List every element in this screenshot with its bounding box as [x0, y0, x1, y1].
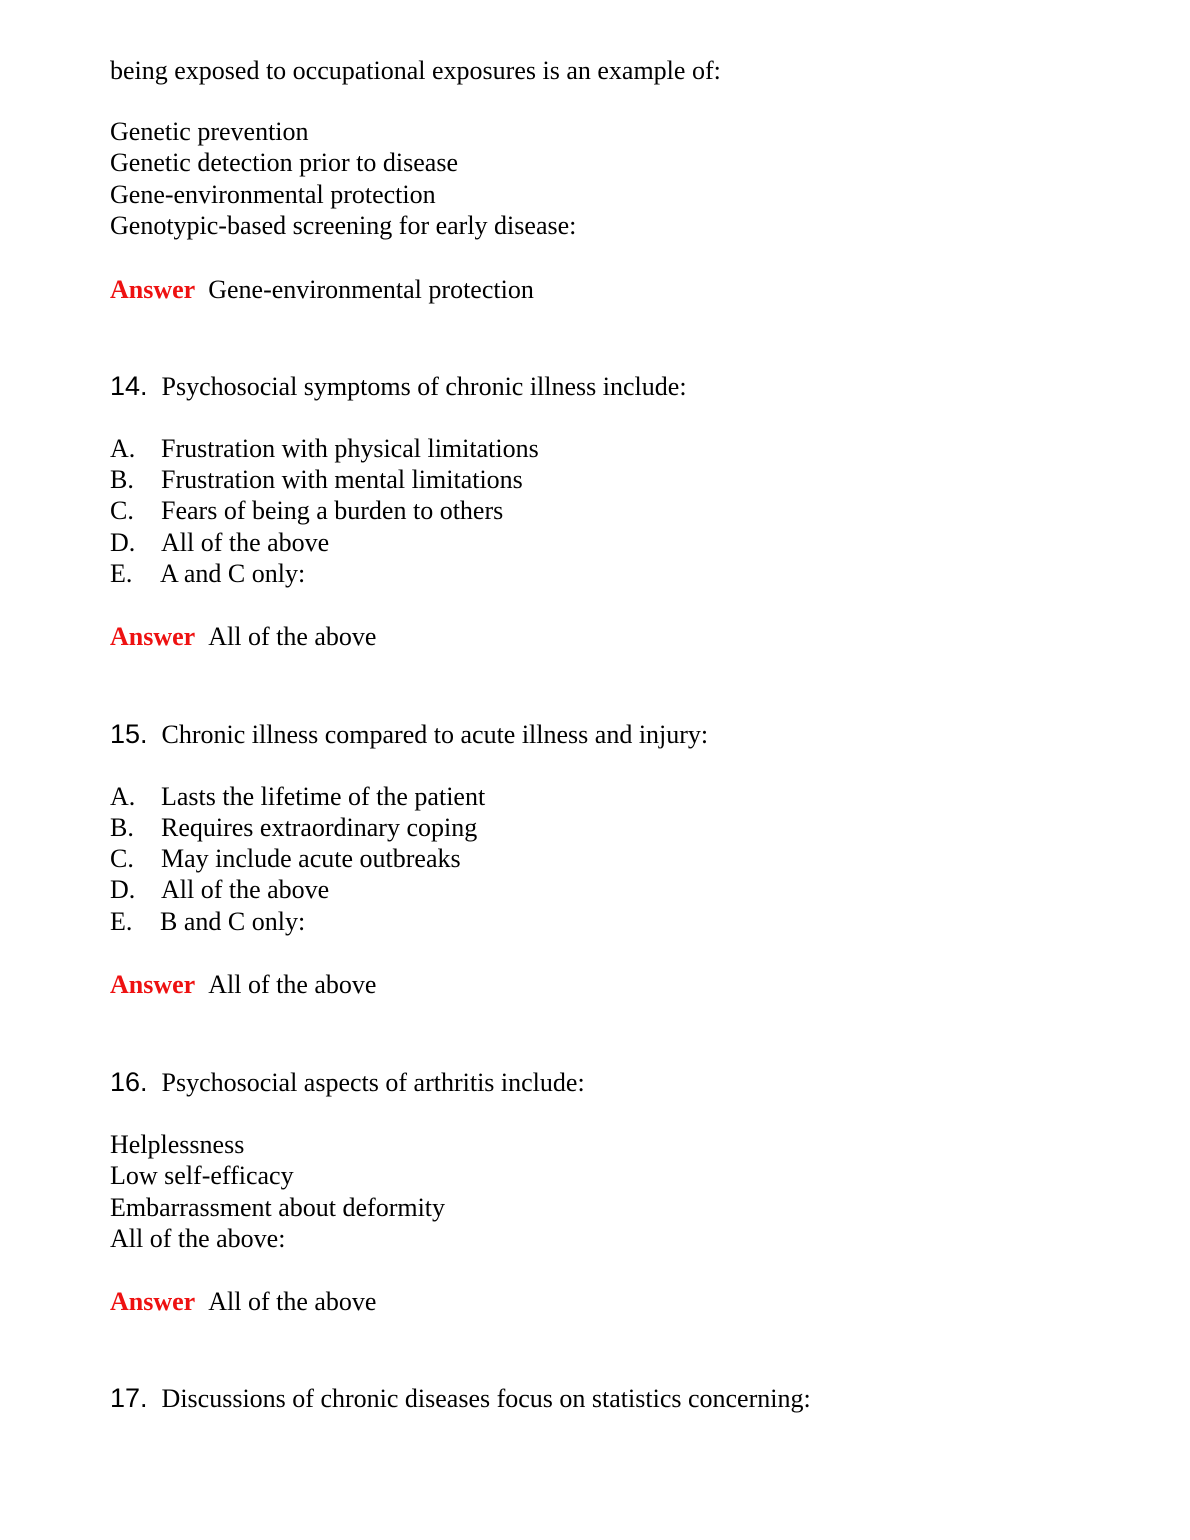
answer-text: All of the above	[208, 1287, 377, 1316]
option-text: Lasts the lifetime of the patient	[161, 782, 486, 811]
option-text: Frustration with physical limitations	[161, 434, 539, 463]
question-number: 16.	[110, 1067, 148, 1097]
question-13-stem-tail: being exposed to occupational exposures is an example of:	[110, 56, 721, 85]
question-number: 15.	[110, 719, 148, 749]
question-16-option: Helplessness	[110, 1130, 245, 1159]
question-13-option: Genetic prevention	[110, 117, 309, 146]
option-letter: B.	[110, 465, 134, 494]
question-13-answer	[110, 275, 534, 305]
question-13-option: Gene-environmental protection	[110, 180, 436, 209]
question-13-option: Genotypic-based screening for early disease:	[110, 211, 577, 240]
question-16-heading	[110, 1067, 585, 1098]
question-text: Psychosocial aspects of arthritis include:	[161, 1068, 585, 1097]
question-16-option: Embarrassment about deformity	[110, 1193, 446, 1222]
option-text: May include acute outbreaks	[161, 844, 461, 873]
question-16-option: Low self-efficacy	[110, 1161, 294, 1190]
question-13-option: Genetic detection prior to disease	[110, 148, 458, 177]
option-text: All of the above	[161, 528, 330, 557]
answer-text: All of the above	[208, 622, 377, 651]
answer-label: Answer	[110, 970, 196, 999]
option-letter: D.	[110, 875, 136, 904]
question-number: 14.	[110, 371, 148, 401]
question-number: 17.	[110, 1383, 148, 1413]
question-text: Chronic illness compared to acute illness and injury:	[161, 720, 709, 749]
question-15-option-d	[110, 875, 329, 905]
option-letter: C.	[110, 844, 134, 873]
question-16-option: All of the above:	[110, 1224, 286, 1253]
question-14-option-a	[110, 434, 539, 464]
answer-text: All of the above	[208, 970, 377, 999]
question-14-heading	[110, 371, 687, 402]
option-text: Fears of being a burden to others	[161, 496, 504, 525]
option-letter: B.	[110, 813, 134, 842]
question-14-option-c	[110, 496, 503, 526]
answer-text: Gene-environmental protection	[208, 275, 534, 304]
option-letter: A.	[110, 782, 136, 811]
question-14-option-d	[110, 528, 329, 558]
option-text: Frustration with mental limitations	[161, 465, 523, 494]
answer-label: Answer	[110, 622, 196, 651]
question-text: Discussions of chronic diseases focus on statistics concerning:	[161, 1384, 811, 1413]
question-14-option-b	[110, 465, 523, 495]
option-letter: C.	[110, 496, 134, 525]
option-text: All of the above	[161, 875, 330, 904]
option-letter: E.	[110, 907, 133, 936]
question-17-heading	[110, 1383, 811, 1414]
option-letter: D.	[110, 528, 136, 557]
question-15-heading	[110, 719, 708, 750]
question-15-option-b	[110, 813, 477, 843]
answer-label: Answer	[110, 275, 196, 304]
option-letter: A.	[110, 434, 136, 463]
option-letter: E.	[110, 559, 133, 588]
answer-label: Answer	[110, 1287, 196, 1316]
question-text: Psychosocial symptoms of chronic illness include:	[161, 372, 687, 401]
question-15-option-a	[110, 782, 485, 812]
option-text: B and C only:	[160, 907, 306, 936]
question-15-option-e	[110, 907, 305, 937]
question-16-answer	[110, 1287, 376, 1317]
question-15-answer	[110, 970, 376, 1000]
question-14-option-e	[110, 559, 305, 589]
option-text: A and C only:	[160, 559, 306, 588]
option-text: Requires extraordinary coping	[161, 813, 478, 842]
question-14-answer	[110, 622, 376, 652]
question-15-option-c	[110, 844, 461, 874]
